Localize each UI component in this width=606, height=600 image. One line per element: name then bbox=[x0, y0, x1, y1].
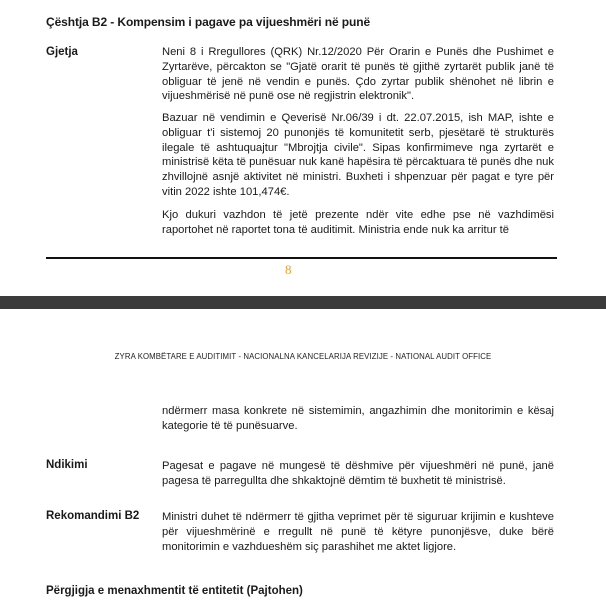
management-response-heading: Përgjigja e menaxhmentit të entitetit (Pajtohen) bbox=[46, 585, 303, 597]
continuation-paragraph: ndërmerr masa konkrete në sistemimin, angazhimin dhe monitorimin e kësaj kategorie të të punësuarve. bbox=[162, 405, 554, 432]
recommendation-label: Rekomandimi B2 bbox=[46, 510, 140, 522]
impact-text: Pagesat e pagave në mungesë të dëshmive për vijueshmëri në punë, janë pagesa të parregullta dhe shkaktojnë dëmtim të buxhetit të ministrisë. bbox=[162, 460, 554, 487]
finding-paragraph-3: Kjo dukuri vazhdon të jetë prezente ndër vite edhe pse në vazhdimësi raportohet në raportet tona të auditimit. Ministria ende nuk ka arritur të bbox=[162, 209, 554, 236]
recommendation-text: Ministri duhet të ndërmerr të gjitha veprimet për të siguruar krijimin e kushteve për vijueshmërinë e rregullt në punë të këtyre punonjësve, duke bërë monitorimin e vazhdueshëm siç parashihet me aktet ligjore. bbox=[162, 511, 554, 553]
office-header: ZYRA KOMBËTARE E AUDITIMIT - NACIONALNA KANCELARIJA REVIZIJE - NATIONAL AUDIT OFFICE bbox=[114, 352, 492, 361]
footer-rule bbox=[46, 257, 557, 259]
impact-label: Ndikimi bbox=[46, 459, 88, 471]
page-number: 8 bbox=[285, 262, 292, 277]
page-separator bbox=[0, 296, 606, 309]
document-page-top bbox=[0, 0, 606, 296]
document-page-bottom bbox=[0, 309, 606, 600]
finding-paragraph-2: Bazuar në vendimin e Qeverisë Nr.06/39 i dt. 22.07.2015, ish MAP, ishte e obliguar t'i sistemoj 20 punonjës të komunitetit serb, pjesëtarë të strukturës ilegale të ashtuquajtur "Mbrojtja civile". Sipas konfirmimeve nga zyrtarët e ministrisë këta të punësuar nuk kanë hapësira të përcaktuara të punës dhe nuk zhvillojnë asnjë aktivitet në ministri. Buxheti i shpenzuar për pagat e tyre për vitin 2022 ishte 101,474€. bbox=[162, 112, 554, 198]
finding-label: Gjetja bbox=[46, 46, 78, 58]
issue-heading: Çështja B2 - Kompensim i pagave pa vijueshmëri në punë bbox=[46, 15, 371, 29]
finding-paragraph-1: Neni 8 i Rregullores (QRK) Nr.12/2020 Për Orarin e Punës dhe Pushimet e Zyrtarëve, përcakton se "Gjatë orarit të punës të gjithë zyrtarët publik janë të obliguar të jenë në vendin e punës. Çdo zyrtar publik shënohet në librin e vijueshmërisë në punë ose në regjistrin elektronik". bbox=[162, 46, 554, 103]
